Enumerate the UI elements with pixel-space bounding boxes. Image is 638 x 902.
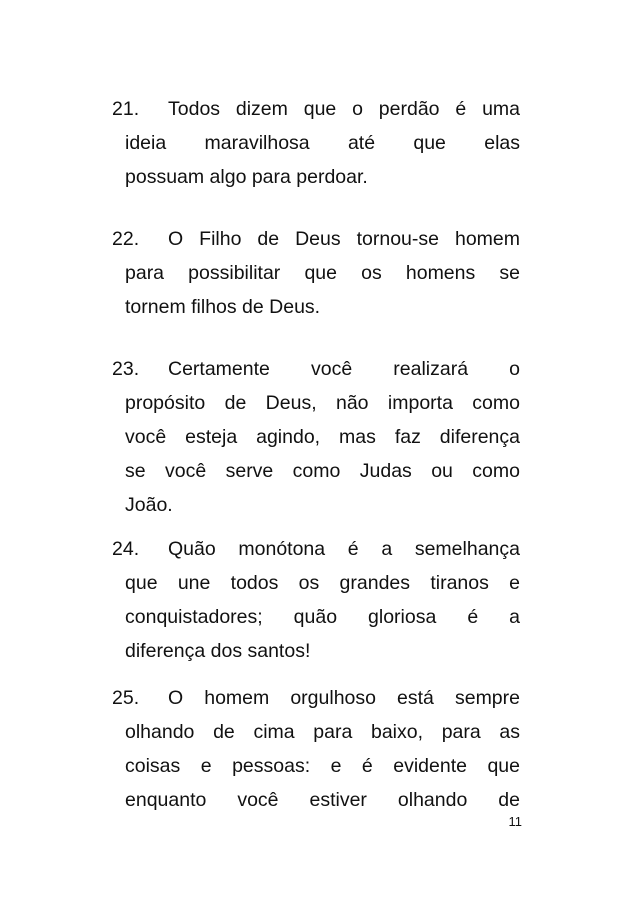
paragraph-line: para possibilitar que os homens se: [125, 262, 520, 284]
paragraph-line: [112, 92, 520, 126]
paragraph-line: João.: [125, 494, 173, 516]
numbered-paragraph-23: [112, 352, 520, 522]
paragraph-line: se você serve como Judas ou como: [125, 460, 520, 482]
paragraph-text: O homem orgulhoso está sempre: [168, 687, 520, 709]
paragraph-number: 22.: [112, 228, 140, 250]
paragraph-number: 23.: [112, 358, 140, 380]
paragraph-text: O Filho de Deus tornou-se homem: [168, 228, 520, 250]
paragraph-number: 21.: [112, 98, 140, 120]
paragraph-text: Quão monótona é a semelhança: [168, 538, 520, 560]
paragraph-line: que une todos os grandes tiranos e: [125, 572, 520, 594]
paragraph-line: conquistadores; quão gloriosa é a: [125, 606, 520, 628]
paragraph-line: possuam algo para perdoar.: [125, 166, 368, 188]
paragraph-line: enquanto você estiver olhando de: [125, 789, 520, 811]
paragraph-number: 25.: [112, 687, 140, 709]
paragraph-text: Todos dizem que o perdão é uma: [168, 98, 520, 120]
paragraph-line: [112, 681, 520, 715]
paragraph-line: [112, 532, 520, 566]
paragraph-line: você esteja agindo, mas faz diferença: [125, 426, 520, 448]
numbered-paragraph-22: [112, 222, 520, 324]
paragraph-line: tornem filhos de Deus.: [125, 296, 321, 318]
paragraph-line: olhando de cima para baixo, para as: [125, 721, 520, 743]
paragraph-line: diferença dos santos!: [125, 640, 311, 662]
numbered-paragraph-21: [112, 92, 520, 194]
paragraph-line: [112, 352, 520, 386]
numbered-paragraph-24: [112, 532, 520, 668]
paragraph-line: ideia maravilhosa até que elas: [125, 132, 520, 154]
paragraph-number: 24.: [112, 538, 140, 560]
paragraph-line: coisas e pessoas: e é evidente que: [125, 755, 520, 777]
paragraph-text: Certamente você realizará o: [168, 358, 520, 380]
paragraph-line: propósito de Deus, não importa como: [125, 392, 520, 414]
paragraph-line: [112, 222, 520, 256]
numbered-paragraph-25: [112, 681, 520, 817]
page-number: 11: [508, 814, 522, 829]
